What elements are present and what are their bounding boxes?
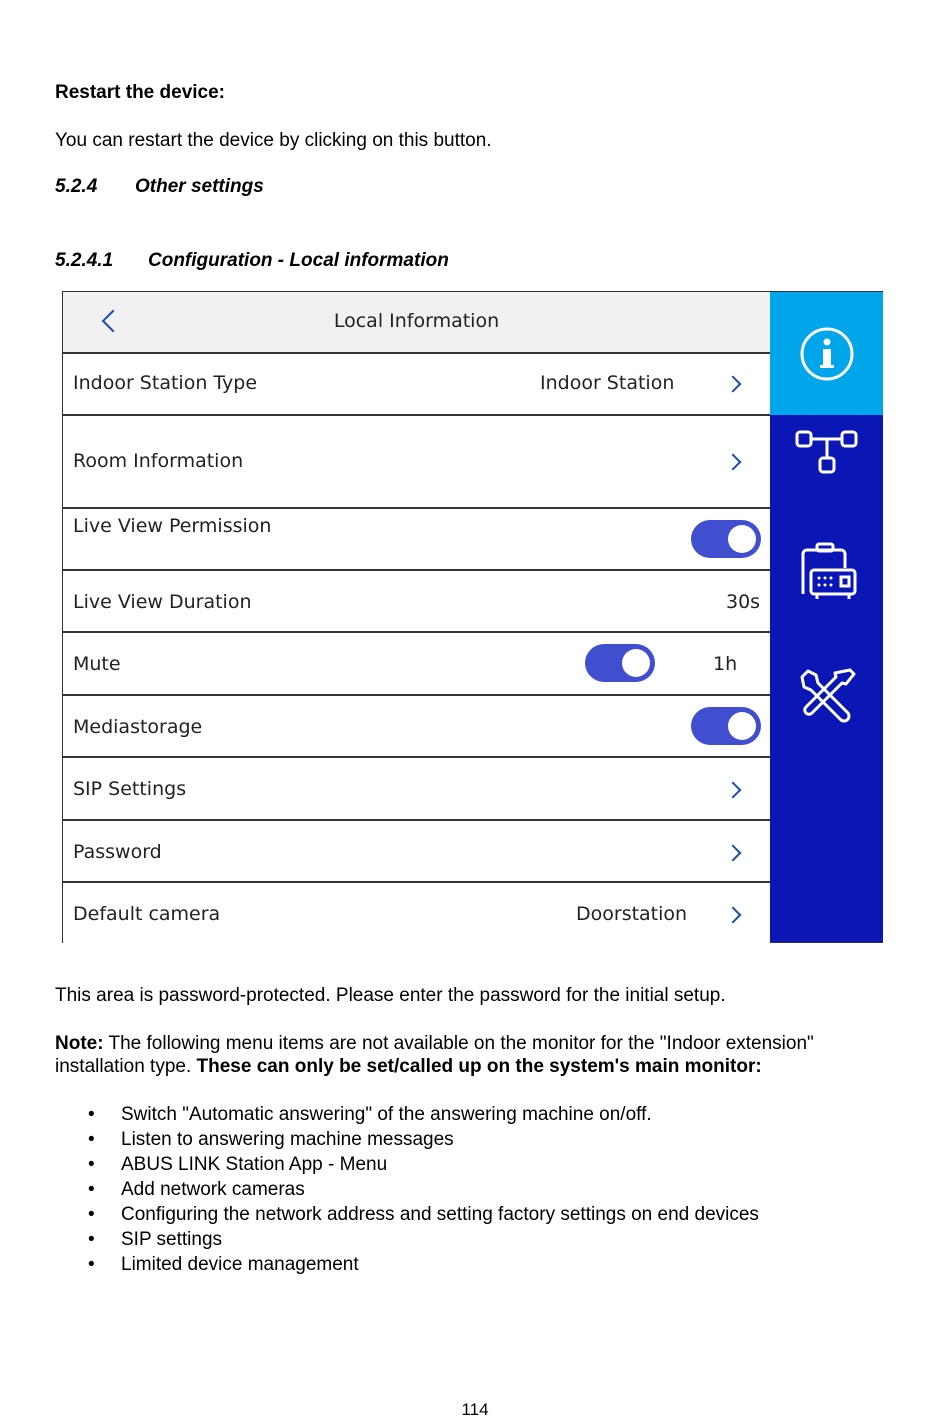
row-label: Live View Permission xyxy=(73,515,272,537)
list-item: • Listen to answering machine messages xyxy=(55,1129,759,1154)
row-label: Mute xyxy=(73,653,121,675)
row-label: Room Information xyxy=(73,450,244,472)
info-icon[interactable] xyxy=(799,326,855,382)
sidebar xyxy=(770,292,883,942)
section-title: Other settings xyxy=(135,176,264,197)
header-bar xyxy=(63,292,770,354)
row-value[interactable]: 1h xyxy=(713,653,738,675)
tools-icon[interactable] xyxy=(798,667,856,725)
subsection-number: 5.2.4.1 xyxy=(55,250,114,271)
row-value: 30s xyxy=(726,591,761,613)
row-indoor-station-type[interactable] xyxy=(63,354,770,416)
chevron-right-icon xyxy=(725,845,742,862)
chevron-right-icon xyxy=(725,782,742,799)
row-label: Live View Duration xyxy=(73,591,252,613)
row-sip-settings[interactable] xyxy=(63,758,770,821)
row-room-information[interactable] xyxy=(63,416,770,509)
network-icon[interactable] xyxy=(795,429,859,475)
row-mediastorage xyxy=(63,696,770,758)
row-value: Doorstation xyxy=(576,903,688,925)
mediastorage-toggle[interactable] xyxy=(691,707,761,745)
row-label: Password xyxy=(73,841,162,863)
row-password[interactable] xyxy=(63,821,770,883)
row-label: Default camera xyxy=(73,903,221,925)
mute-toggle[interactable] xyxy=(585,644,655,682)
note-text: The following menu items are not available on the monitor for the "Indoor extension" installation type. xyxy=(55,1033,814,1077)
local-information-screenshot xyxy=(62,291,883,943)
row-value: Indoor Station xyxy=(540,372,675,394)
list-item: • Add network cameras xyxy=(55,1179,759,1204)
row-label: Indoor Station Type xyxy=(73,372,258,394)
row-mute xyxy=(63,633,770,696)
list-item: • SIP settings xyxy=(55,1229,759,1254)
row-label: SIP Settings xyxy=(73,778,187,800)
list-item: • ABUS LINK Station App - Menu xyxy=(55,1154,759,1179)
note-bold: These can only be set/called up on the system's main monitor: xyxy=(196,1056,762,1077)
row-live-view-duration[interactable] xyxy=(63,571,770,633)
bullet-list xyxy=(55,1104,759,1279)
list-item: • Limited device management xyxy=(55,1254,759,1279)
note-label: Note: xyxy=(55,1033,104,1054)
restart-text: You can restart the device by clicking on this button. xyxy=(55,130,492,151)
device-icon[interactable] xyxy=(797,542,857,602)
subsection-title: Configuration - Local information xyxy=(148,250,449,271)
list-item: • Configuring the network address and setting factory settings on end devices xyxy=(55,1204,759,1229)
chevron-right-icon xyxy=(725,907,742,924)
chevron-right-icon xyxy=(725,376,742,393)
row-default-camera[interactable] xyxy=(63,883,770,943)
page-number: 114 xyxy=(461,1400,489,1417)
live-view-permission-toggle[interactable] xyxy=(691,520,761,558)
list-item: • Switch "Automatic answering" of the answering machine on/off. xyxy=(55,1104,759,1129)
row-label: Mediastorage xyxy=(73,716,203,738)
screen-title: Local Information xyxy=(333,310,500,332)
restart-heading: Restart the device: xyxy=(55,82,226,103)
note-paragraph xyxy=(55,1032,895,1078)
password-note: This area is password-protected. Please enter the password for the initial setup. xyxy=(55,985,726,1006)
section-number: 5.2.4 xyxy=(55,176,98,197)
row-live-view-permission xyxy=(63,509,770,571)
chevron-right-icon xyxy=(725,454,742,471)
